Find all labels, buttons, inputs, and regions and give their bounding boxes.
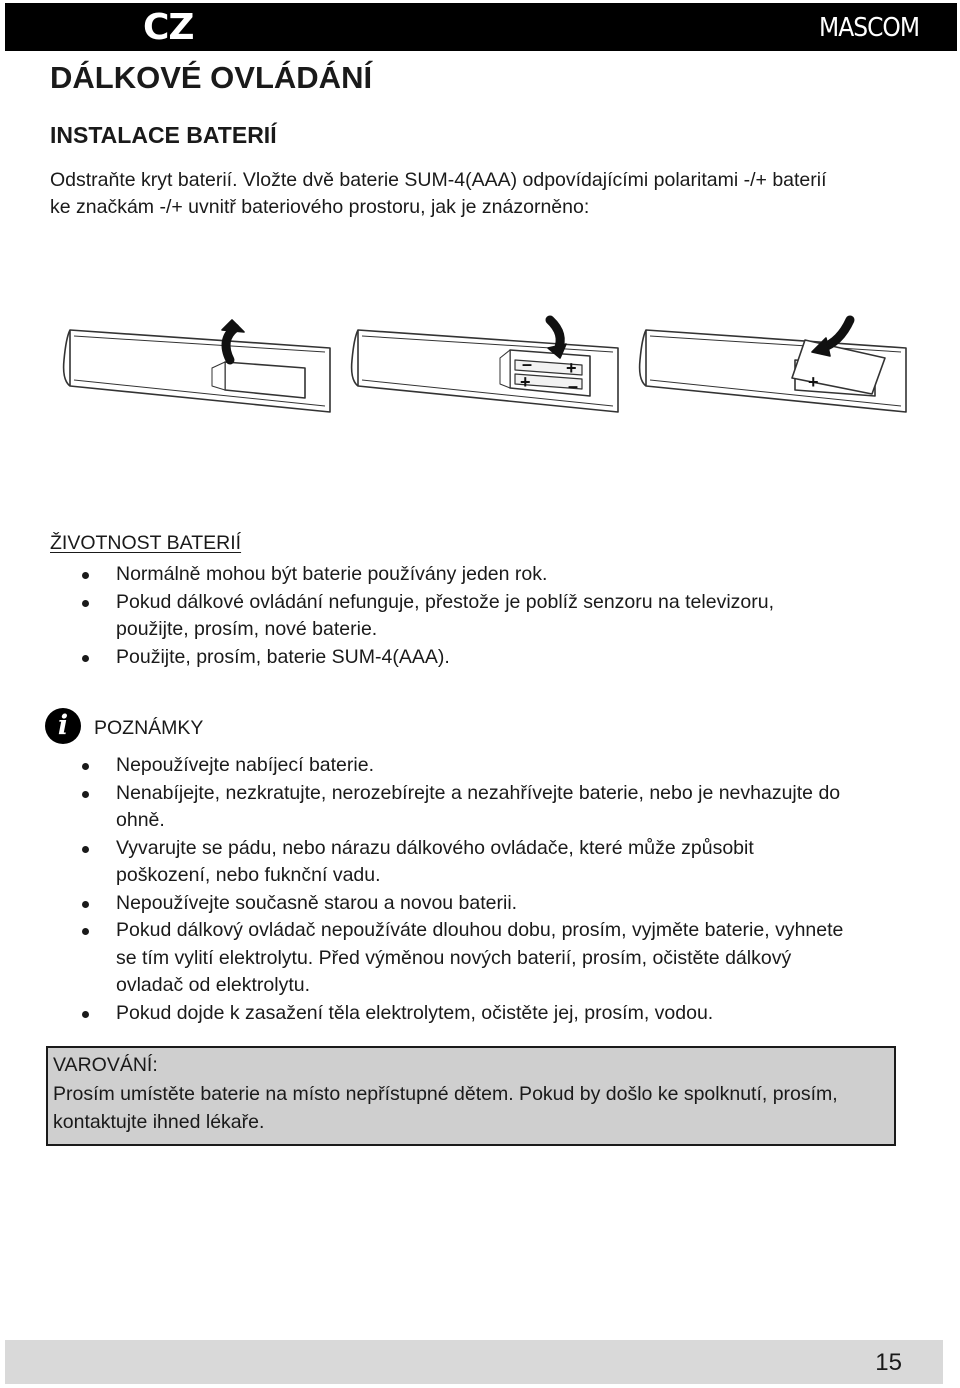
- notes-list: [80, 752, 910, 1027]
- list-item-text: Použijte, prosím, baterie SUM-4(AAA).: [116, 645, 450, 668]
- notes-title: POZNÁMKY: [94, 717, 204, 739]
- header-bar: [5, 3, 957, 51]
- list-item: [80, 835, 910, 890]
- intro-line: ke značkám -/+ uvnitř bateriového prostoru, jak je znázorněno:: [50, 196, 590, 218]
- list-item-text: Nepoužívejte současně starou a novou baterii.: [116, 891, 518, 914]
- bullet-dot: [82, 791, 89, 798]
- battery-install-text: [50, 167, 930, 221]
- bullet-dot: [82, 763, 89, 770]
- list-item: [80, 644, 910, 672]
- remote-step-2: [352, 320, 618, 412]
- list-item-text: se tím vylití elektrolytu. Před výměnou nových baterií, prosím, očistěte dálkový: [116, 946, 792, 969]
- brand-logo: MASCOM: [819, 13, 919, 43]
- list-item: [80, 1000, 910, 1028]
- list-item-text: Pokud dálkový ovládač nepoužíváte dlouhou dobu, prosím, vyjměte baterie, vyhnete: [116, 919, 844, 941]
- list-item: [80, 589, 910, 644]
- list-item: [80, 561, 910, 589]
- list-item-text: Pokud dojde k zasažení těla elektrolytem, očistěte jej, prosím, vodou.: [116, 1001, 714, 1024]
- page-number: 15: [875, 1349, 902, 1376]
- remote-step-3: [640, 320, 906, 412]
- battery-life-title: ŽIVOTNOST BATERIÍ: [50, 532, 242, 554]
- bullet-dot: [82, 572, 89, 579]
- plus-sign: +: [808, 372, 819, 392]
- list-item-text: ohně.: [116, 809, 165, 831]
- battery-install-illustration: [60, 300, 920, 440]
- battery-install-title: INSTALACE BATERIÍ: [50, 122, 277, 148]
- warning-title: VAROVÁNÍ:: [53, 1054, 158, 1076]
- list-item-text: použijte, prosím, nové baterie.: [116, 618, 378, 640]
- bullet-dot: [82, 600, 89, 607]
- list-item: [80, 917, 910, 1000]
- list-item: [80, 752, 910, 780]
- list-item-text: Nenabíjejte, nezkratujte, nerozebírejte a nezahřívejte baterie, nebo je nevhazujte do: [116, 781, 841, 804]
- minus-sign: –: [568, 376, 579, 396]
- minus-sign: –: [522, 354, 533, 374]
- language-code: CZ: [143, 7, 194, 48]
- bullet-dot: [82, 928, 89, 935]
- warning-text: [53, 1081, 893, 1136]
- plus-sign: +: [520, 372, 531, 392]
- list-item-text: ovladač od elektrolytu.: [116, 974, 311, 996]
- warning-line: kontaktujte ihned lékaře.: [53, 1110, 265, 1133]
- list-item-text: Vyvarujte se pádu, nebo nárazu dálkového ovládače, které může způsobit: [116, 836, 754, 859]
- page-title: DÁLKOVÉ OVLÁDÁNÍ: [50, 60, 373, 95]
- bullet-dot: [82, 655, 89, 662]
- list-item-text: Pokud dálkové ovládání nefunguje, přestože je poblíž senzoru na televizoru,: [116, 590, 775, 613]
- bullet-dot: [82, 1011, 89, 1018]
- footer-bar: [5, 1340, 943, 1384]
- bullet-dot: [82, 846, 89, 853]
- info-icon: i: [45, 708, 81, 744]
- warning-box: [46, 1046, 896, 1146]
- battery-life-list: [80, 561, 910, 671]
- remote-step-1: [64, 320, 330, 412]
- plus-sign: +: [566, 358, 577, 378]
- list-item: [80, 890, 910, 918]
- list-item-text: Normálně mohou být baterie používány jeden rok.: [116, 563, 548, 585]
- intro-line: Odstraňte kryt baterií. Vložte dvě baterie SUM-4(AAA) odpovídajícími polaritami -/+ baterií: [50, 169, 827, 191]
- list-item: [80, 780, 910, 835]
- bullet-dot: [82, 901, 89, 908]
- list-item-text: Nepoužívejte nabíjecí baterie.: [116, 754, 374, 776]
- warning-line: Prosím umístěte baterie na místo nepřístupné dětem. Pokud by došlo ke spolknutí, prosím,: [53, 1083, 838, 1105]
- list-item-text: poškození, nebo fuknční vadu.: [116, 864, 381, 886]
